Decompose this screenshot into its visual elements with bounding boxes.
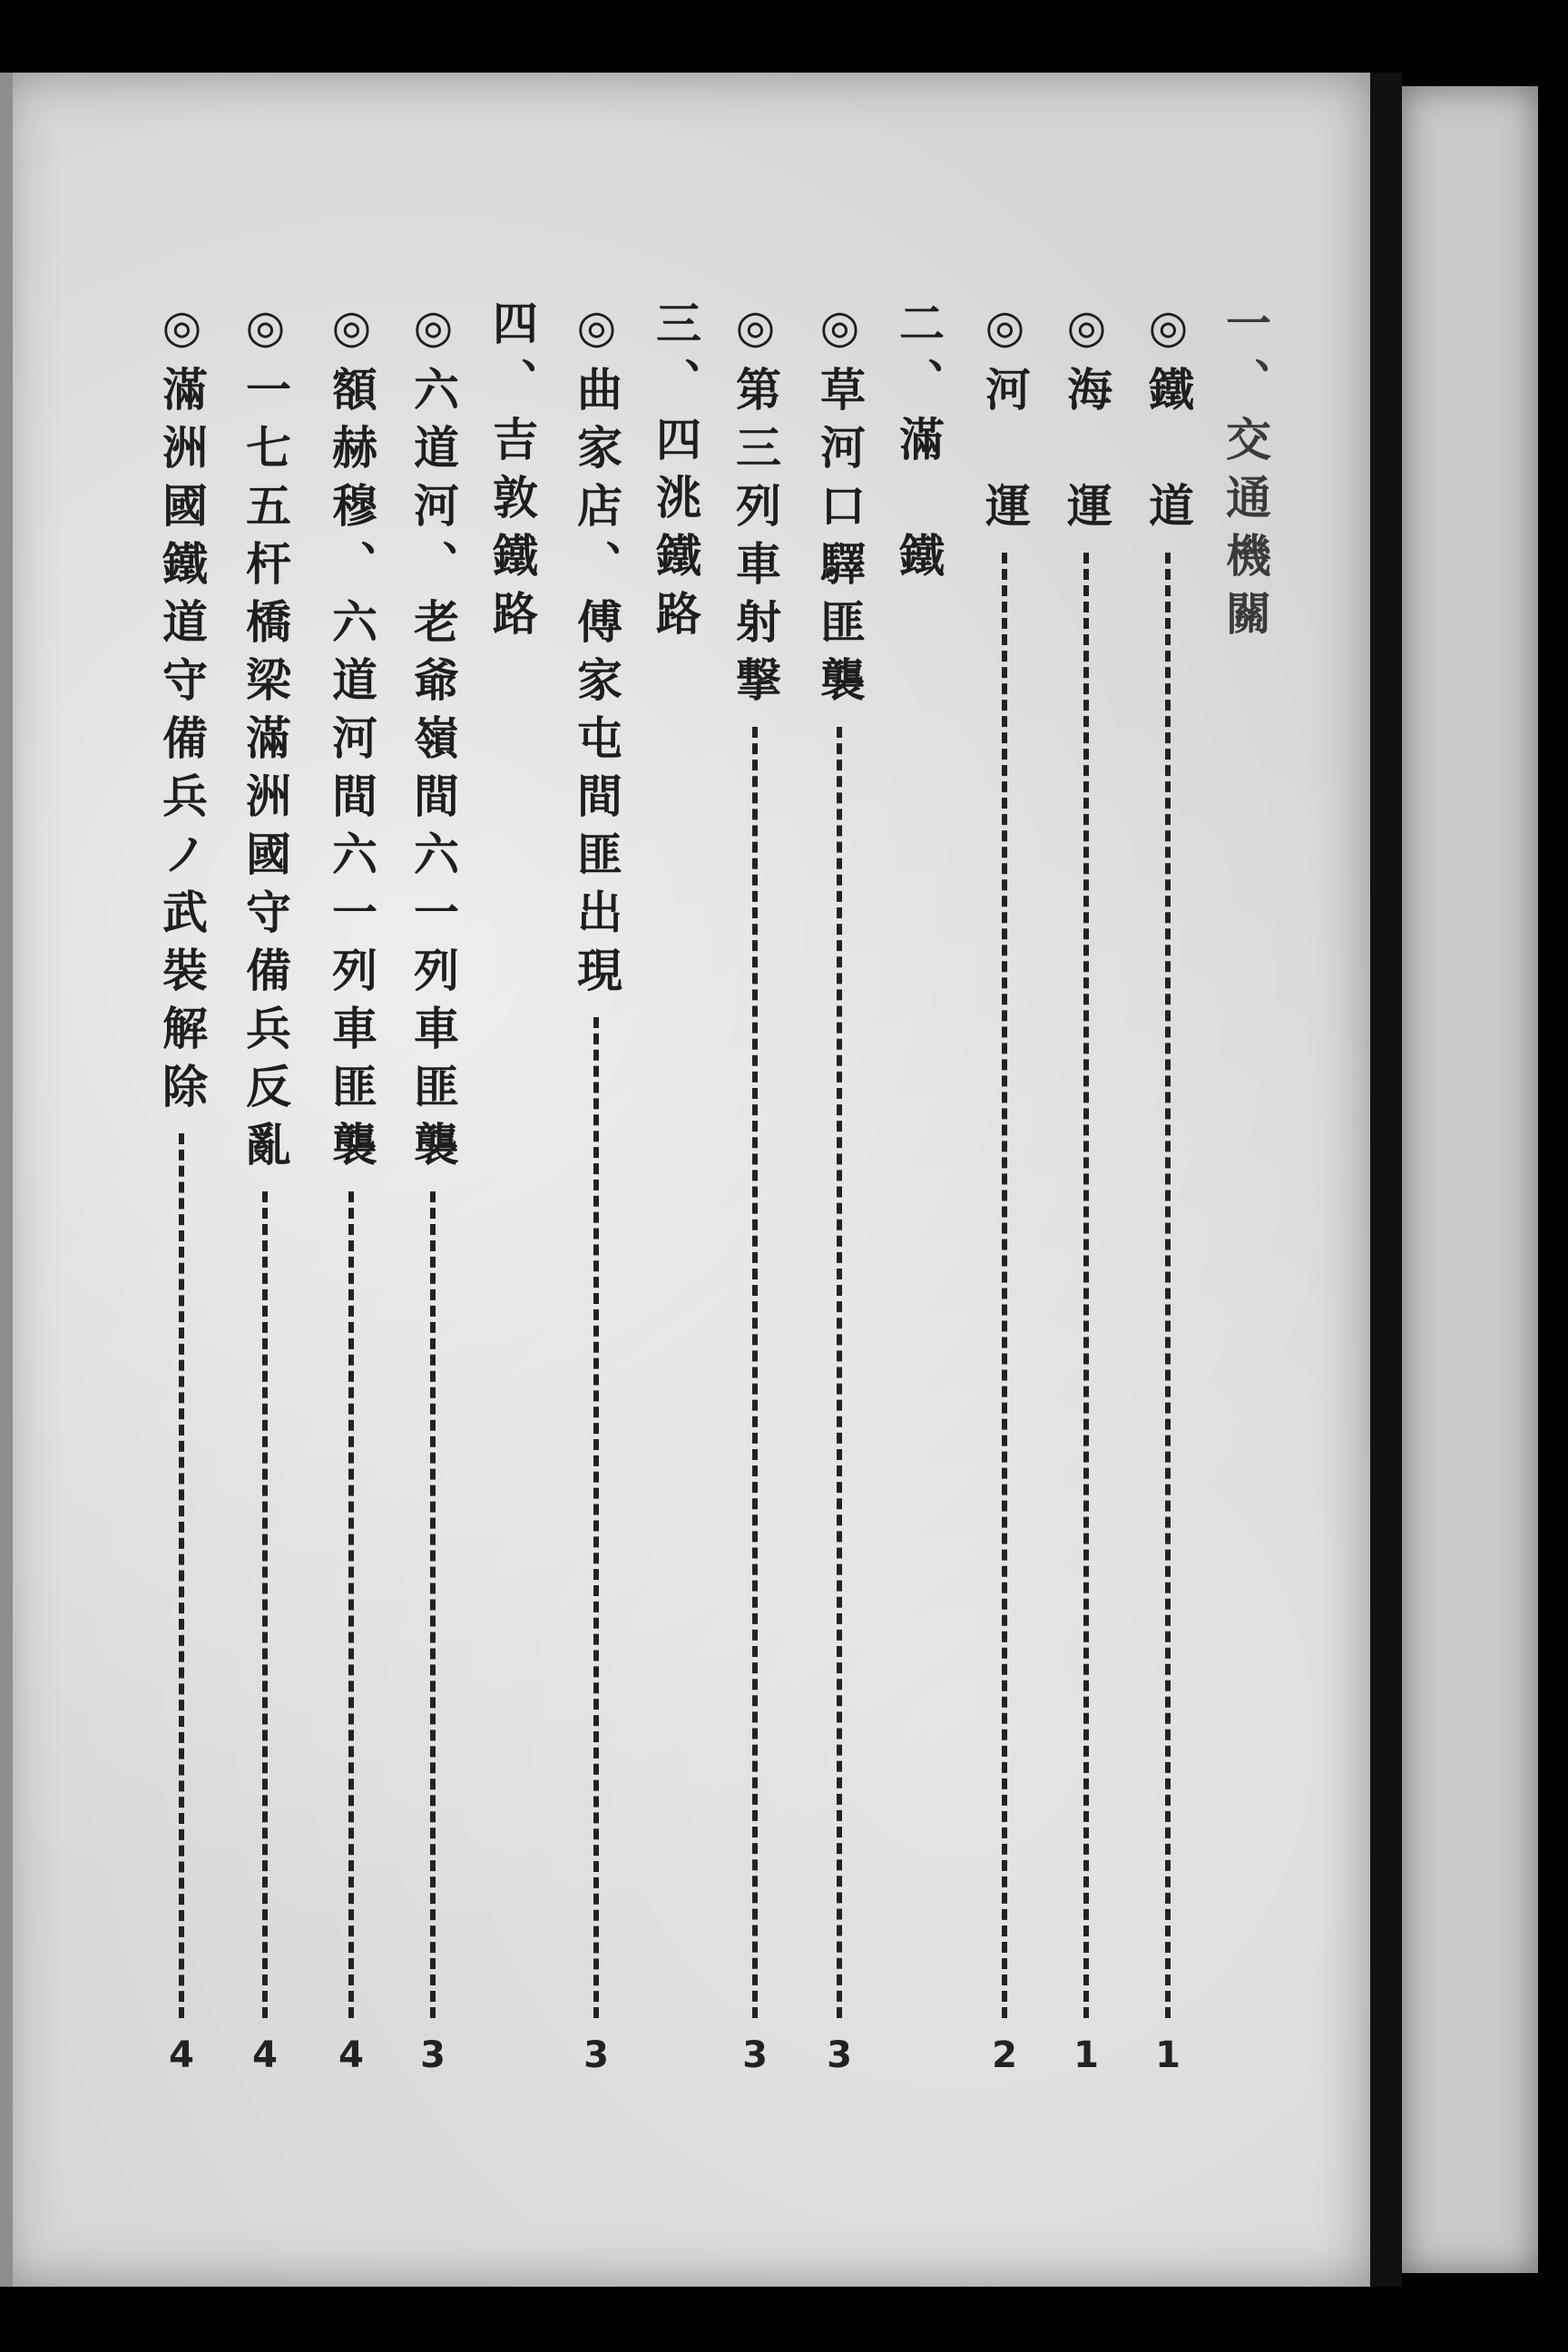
page-number: 4 (338, 2034, 364, 2076)
toc-entry-text: ◎額赫穆、六道河間六一列車匪襲 (325, 299, 378, 1179)
adjacent-page (1402, 86, 1538, 2273)
section-title (1216, 299, 1274, 648)
page-number: 3 (420, 2034, 446, 2076)
toc-entry-text: ◎曲家店、傅家屯間匪出現 (570, 299, 623, 1004)
toc-entry (1057, 299, 1115, 2078)
toc-heading (483, 299, 541, 2078)
book-gutter (1370, 73, 1402, 2287)
page-number: 2 (992, 2034, 1017, 2076)
toc-entry-text: ◎一七五杆橋梁滿洲國守備兵反亂 (239, 299, 292, 1179)
dot-leader (1002, 553, 1007, 2018)
section-title-text: 一、交通機關 (1219, 299, 1272, 648)
toc-entry (567, 299, 625, 2078)
toc-entry-text: ◎六道河、老爺嶺間六一列車匪襲 (407, 299, 460, 1179)
toc-heading (646, 299, 704, 2078)
page-number: 3 (742, 2034, 768, 2076)
dot-leader (1165, 553, 1171, 2018)
toc-entry-text: ◎滿洲國鐵道守備兵ノ武裝解除 (155, 299, 209, 1121)
dot-leader (348, 1191, 354, 2018)
toc-entry (236, 299, 294, 2078)
toc-entry (810, 299, 868, 2078)
page-number: 1 (1155, 2034, 1181, 2076)
toc-entry (975, 299, 1034, 2078)
page-number: 3 (583, 2034, 609, 2076)
toc-heading (889, 299, 947, 2078)
dot-leader (262, 1191, 268, 2018)
dot-leader (837, 727, 842, 2018)
page-number: 3 (827, 2034, 852, 2076)
toc-entry (404, 299, 462, 2078)
toc-entry-text: ◎鐵 道 (1142, 299, 1195, 540)
dot-leader (752, 727, 758, 2018)
dot-leader (1083, 553, 1089, 2018)
toc-entry (322, 299, 380, 2078)
page-number: 4 (169, 2034, 194, 2076)
toc-heading-text: 三、四洮鐵路 (649, 299, 702, 648)
toc-heading-text: 二、滿 鐵 (892, 299, 946, 590)
dot-leader (179, 1133, 184, 2018)
toc-entry-text: ◎草河口驛匪襲 (813, 299, 867, 714)
dot-leader (593, 1017, 599, 2018)
toc-entry-text: ◎海 運 (1060, 299, 1113, 540)
page-edge (0, 73, 13, 2287)
page-number: 4 (252, 2034, 278, 2076)
dot-leader (430, 1191, 436, 2018)
toc-entry (726, 299, 784, 2078)
page-number: 1 (1073, 2034, 1099, 2076)
toc-entry-text: ◎第三列車射撃 (729, 299, 782, 714)
toc-entry (152, 299, 211, 2078)
toc-heading-text: 四、吉敦鐵路 (485, 299, 539, 648)
toc-entry (1139, 299, 1197, 2078)
toc-entry-text: ◎河 運 (978, 299, 1032, 540)
